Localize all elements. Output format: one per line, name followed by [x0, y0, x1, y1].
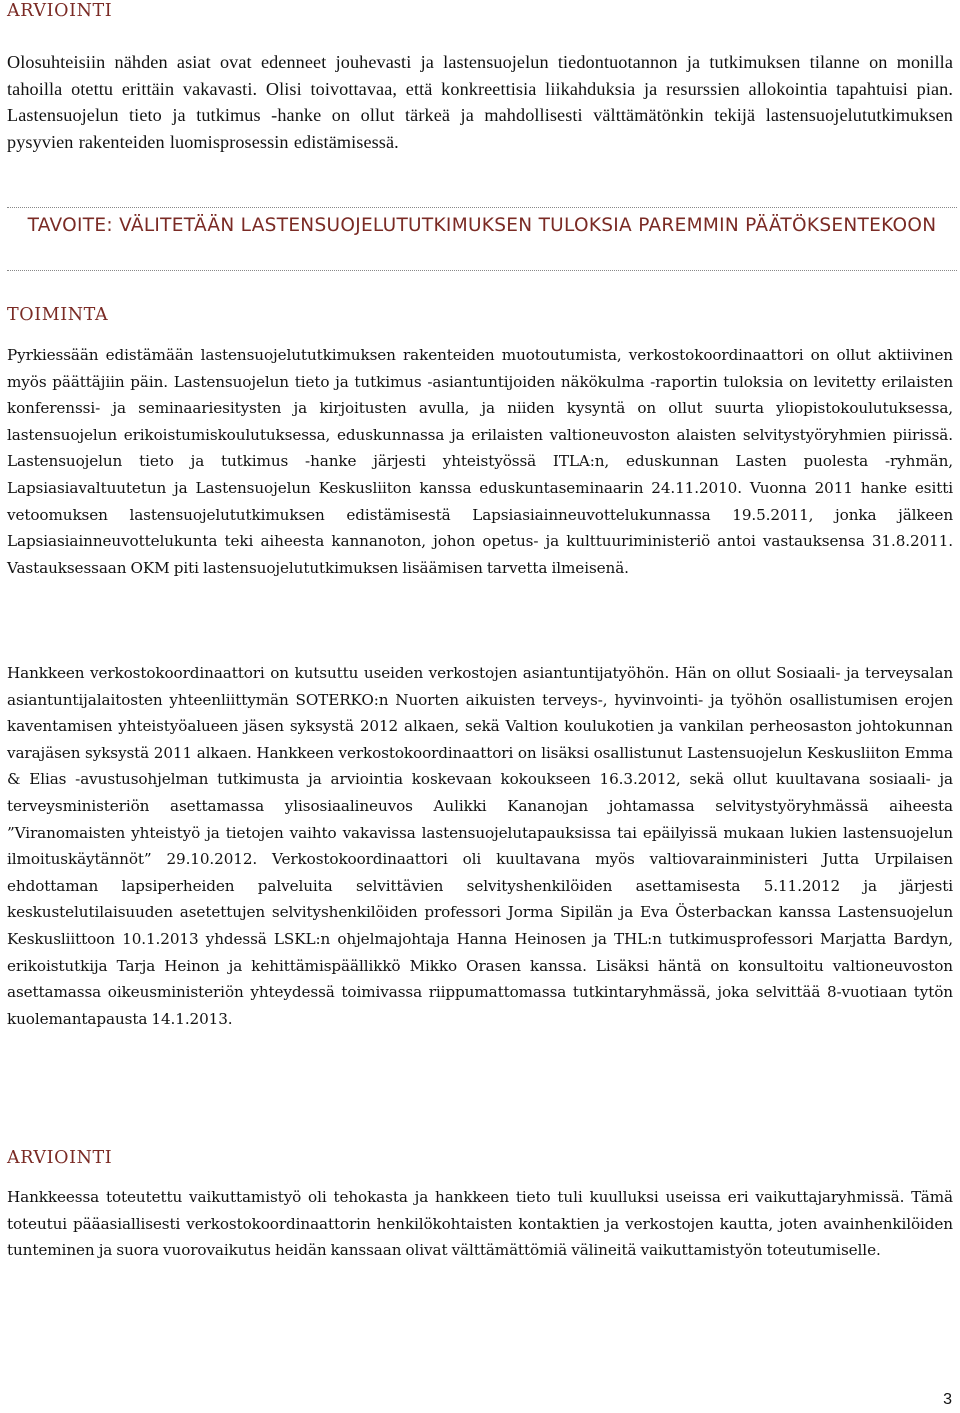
- goal-box: [7, 207, 957, 271]
- goal-heading: TAVOITE: VÄLITETÄÄN LASTENSUOJELUTUTKIMUKSEN TULOKSIA PAREMMIN PÄÄTÖKSENTEKOON: [27, 215, 937, 236]
- paragraph-arviointi: Hankkeessa toteutettu vaikuttamistyö oli tehokasta ja hankkeen tieto tuli kuulluksi useissa eri vaikuttajaryhmissä. Tämä toteutui pääasiallisesti verkostokoordinaattorin henkilökohtaisten kontaktien ja verkostojen kautta, joten avainhenkilöiden tunteminen ja suora vuorovaikutus heidän kanssaan olivat välttämättömiä välineitä vaikuttamistyön toteutumiselle.: [7, 1188, 953, 1260]
- section-heading-toiminta: TOIMINTA: [7, 305, 109, 325]
- paragraph-toiminta-2: Hankkeen verkostokoordinaattori on kutsuttu useiden verkostojen asiantuntijatyöhön. Hän on ollut Sosiaali- ja terveysalan asiantuntijalaitosten yhteenliittymän SOTERKO:n Nuorten aikuisten terveys-, hyvinvointi- ja työhön osallistumisen erojen kaventamisen yhteistyöalueen jäsen syksystä 2012 alkaen, sekä Valtion koulukotien ja vankilan perheosaston johtokunnan varajäsen syksystä 2011 alkaen. Hankkeen verkostokoordinaattori on lisäksi osallistunut Lastensuojelun Keskusliiton Emma & Elias -avustusohjelman tutkimusta ja arviointia koskevaan kokoukseen 16.3.2012, sekä ollut kuultavana sosiaali- ja terveysministeriön asettamassa ylisosiaalineuvos Aulikki Kananojan johtamassa selvitystyöryhmässä aiheesta ”Viranomaisten yhteistyö ja tietojen vaihto vakavissa lastensuojelutapauksissa tai epäilyissä mukaan lukien lastensuojelun ilmoituskäytännöt” 29.10.2012. Verkostokoordinaattori oli kuultavana myös valtiovarainministeri Jutta Urpilaisen ehdottaman lapsiperheiden palveluita selvittävien selvityshenkilöiden asettamisesta 5.11.2012 ja järjesti keskustelutilaisuuden asetettujen selvityshenkilöiden professori Jorma Sipilän ja Eva Österbackan kanssa Lastensuojelun Keskusliittoon 10.1.2013 yhdessä LSKL:n ohjelmajohtaja Hanna Heinosen ja THL:n tutkimusprofessori Marjatta Bardyn, erikoistutkija Tarja Heinon ja kehittämispäällikkö Mikko Orasen kanssa. Lisäksi häntä on konsultoitu valtioneuvoston asettamassa oikeusministeriön yhteydessä toimivassa riippumattomassa tutkintaryhmässä, joka selvittää 8-vuotiaan tytön kuolemantapausta 14.1.2013.: [7, 664, 953, 1028]
- page-number: 3: [943, 1391, 952, 1408]
- paragraph-toiminta-1: Pyrkiessään edistämään lastensuojelututkimuksen rakenteiden muotoutumista, verkostokoordinaattori on ollut aktiivinen myös päättäjiin päin. Lastensuojelun tieto ja tutkimus -asiantuntijoiden näkökulma -raportin tuloksia on levitetty erilaisten konferenssi- ja seminaariesitysten ja kirjoitusten avulla, ja niiden kysyntä on ollut suurta yliopistokoulutuksessa, lastensuojelun erikoistumiskoulutuksessa, eduskunnassa ja erilaisten valtioneuvoston alaisten selvitystyöryhmien piirissä. Lastensuojelun tieto ja tutkimus -hanke järjesti yhteistyössä ITLA:n, eduskunnan Lasten puolesta -ryhmän, Lapsiasiavaltuutetun ja Lastensuojelun Keskusliiton kanssa eduskuntaseminaarin 24.11.2010. Vuonna 2011 hanke esitti vetoomuksen lastensuojelututkimuksen edistämisestä Lapsiasiainneuvottelukunnassa 19.5.2011, jonka jälkeen Lapsiasiainneuvottelukunta teki aiheesta kannanoton, johon opetus- ja kulttuuriministeriö antoi vastauksensa 31.8.2011. Vastauksessaan OKM piti lastensuojelututkimuksen lisäämisen tarvetta ilmeisenä.: [7, 346, 953, 577]
- paragraph-intro: Olosuhteisiin nähden asiat ovat edenneet jouhevasti ja lastensuojelun tiedontuotannon ja tutkimuksen tilanne on monilla tahoilla otettu erittäin vakavasti. Olisi toivottavaa, että konkreettisia liikahduksia ja resurssien allokointia tapahtuisi pian. Lastensuojelun tieto ja tutkimus -hanke on ollut tärkeä ja mahdollisesti välttämätönkin tekijä lastensuojelututkimuksen pysyvien rakenteiden luomisprosessin edistämisessä.: [7, 52, 953, 152]
- section-heading-arviointi-top: ARVIOINTI: [7, 1, 113, 21]
- section-heading-arviointi: ARVIOINTI: [7, 1148, 113, 1168]
